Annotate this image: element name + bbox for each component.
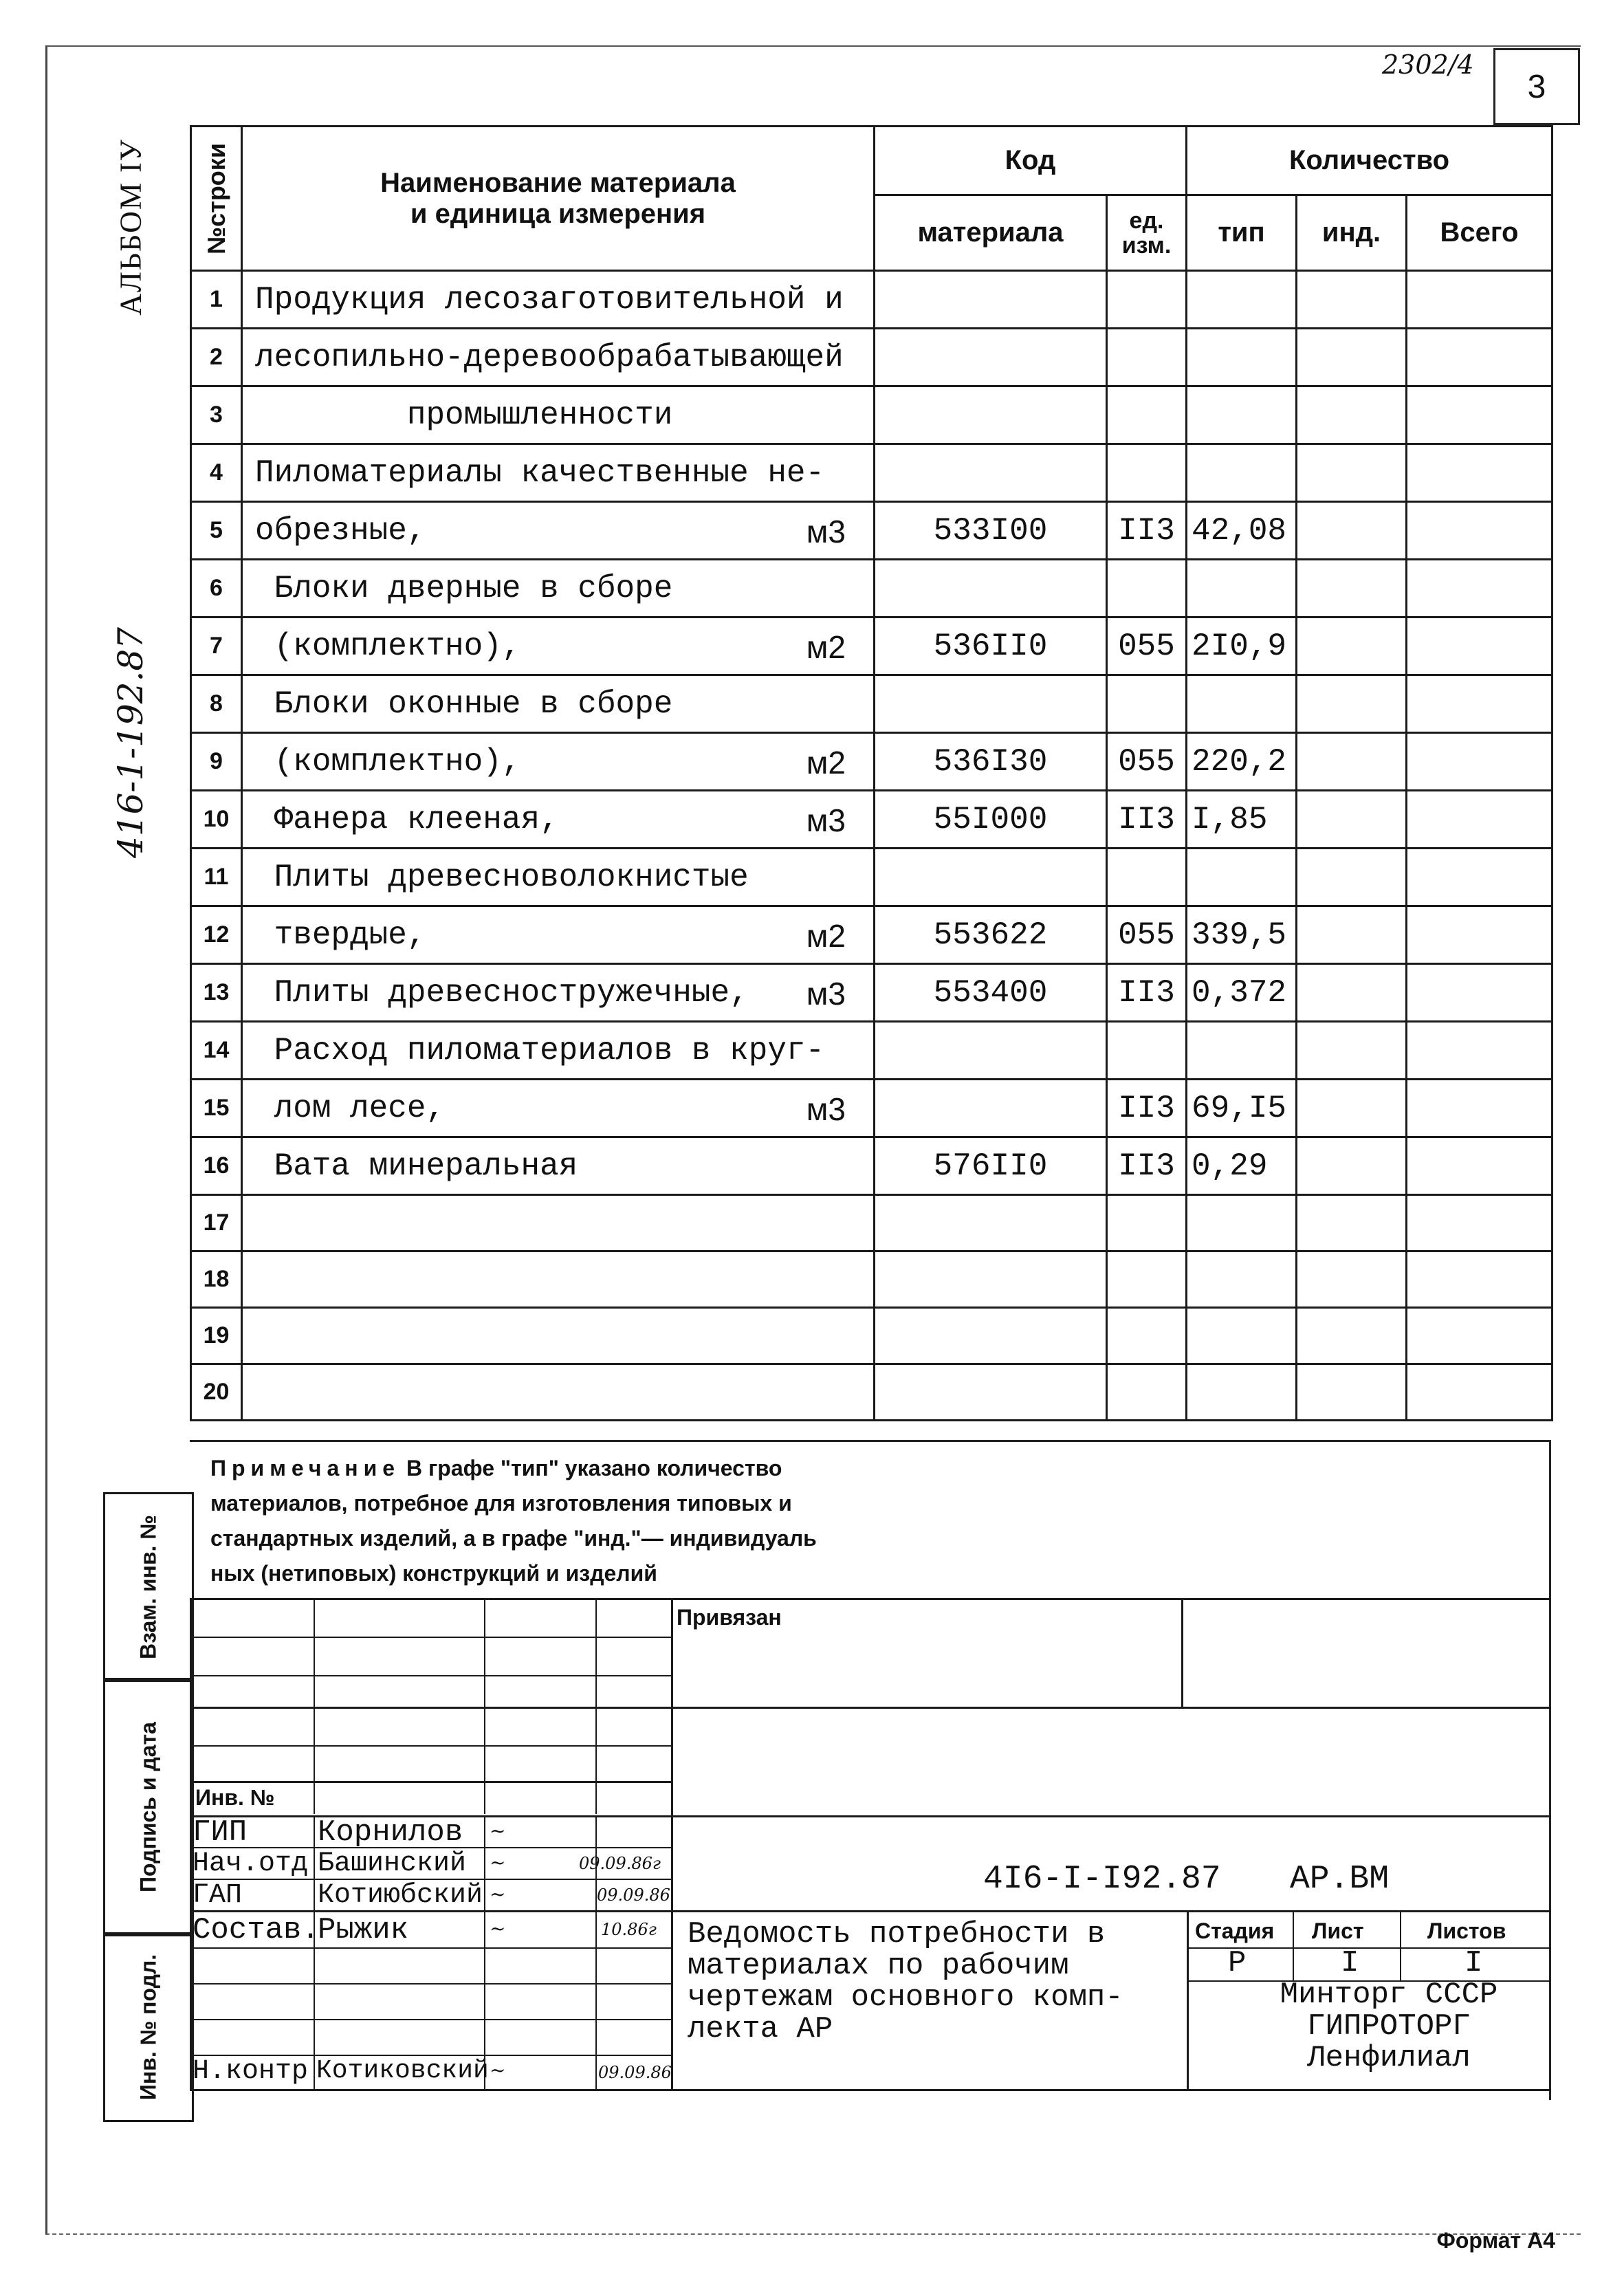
format-label: Формат А4 [1436, 2228, 1555, 2253]
qty-tip: 220,2 [1187, 733, 1297, 791]
qty-tip [1187, 1364, 1297, 1421]
material-name [242, 1308, 875, 1364]
material-name: Блоки оконные в сборе [242, 675, 875, 733]
table-row [191, 271, 1552, 329]
name-nach-otd: Башинский [318, 1848, 467, 1879]
unit: м3 [806, 975, 846, 1012]
unit-code: II3 [1107, 1137, 1187, 1195]
qty-ind [1297, 1080, 1407, 1137]
note-top-line [190, 1440, 1551, 1442]
qty-total [1407, 386, 1552, 444]
stamp-right-line [1549, 1440, 1551, 2100]
material-code [875, 444, 1107, 502]
qty-tip [1187, 560, 1297, 617]
row-number: 3 [191, 386, 242, 444]
row-number: 9 [191, 733, 242, 791]
header-vsego: Всего [1407, 195, 1552, 271]
material-code [875, 1308, 1107, 1364]
row-number: 14 [191, 1022, 242, 1080]
material-name [242, 1251, 875, 1308]
qty-ind [1297, 617, 1407, 675]
sheet-label: Лист [1312, 1918, 1364, 1943]
signature-n-kontr: ~ [490, 2059, 506, 2081]
qty-total [1407, 791, 1552, 849]
signature-gap: ~ [490, 1883, 506, 1905]
material-code: 533I00 [875, 502, 1107, 560]
signature-gip: ~ [490, 1819, 506, 1842]
material-name [242, 1195, 875, 1251]
row-number: 19 [191, 1308, 242, 1364]
material-code [875, 329, 1107, 386]
unit-code [1107, 1251, 1187, 1308]
material-code [875, 1364, 1107, 1421]
date-nach-otd: 09.09.86г [579, 1854, 661, 1873]
row-number: 20 [191, 1364, 242, 1421]
table-row [191, 502, 1552, 560]
table-row [191, 733, 1552, 791]
qty-tip: 2I0,9 [1187, 617, 1297, 675]
inv-no-label: Инв. № [195, 1785, 275, 1810]
privyazan-label: Привязан [677, 1605, 782, 1630]
unit-code [1107, 1308, 1187, 1364]
handwritten-code: 416-1-192.87 [111, 627, 151, 858]
table-row [191, 906, 1552, 964]
row-number: 15 [191, 1080, 242, 1137]
album-label: АЛЬБОМ IУ [113, 138, 148, 316]
unit-code [1107, 386, 1187, 444]
header-ed-izm: ед. изм. [1107, 195, 1187, 271]
row-number: 10 [191, 791, 242, 849]
signature-nach-otd: ~ [490, 1851, 506, 1874]
material-name: Вата минеральная [242, 1137, 875, 1195]
table-row [191, 386, 1552, 444]
unit: м3 [806, 513, 846, 549]
organization: Минторг СССР ГИПРОТОРГ Ленфилиал [1280, 1978, 1498, 2075]
role-n-kontr: Н.контр [193, 2056, 309, 2087]
qty-total [1407, 1308, 1552, 1364]
unit-code [1107, 329, 1187, 386]
qty-tip [1187, 1251, 1297, 1308]
qty-ind [1297, 849, 1407, 906]
qty-ind [1297, 1137, 1407, 1195]
date-n-kontr: 09.09.86 [598, 2063, 672, 2082]
material-code [875, 849, 1107, 906]
unit-code [1107, 560, 1187, 617]
qty-ind [1297, 733, 1407, 791]
role-gap: ГАП [193, 1880, 243, 1911]
qty-total [1407, 964, 1552, 1022]
role-sostav: Состав. [193, 1913, 320, 1947]
row-number: 4 [191, 444, 242, 502]
material-name: обрезные, м3 [242, 502, 875, 560]
qty-tip [1187, 329, 1297, 386]
material-name [242, 1364, 875, 1421]
doc-code: 4I6-I-I92.87 [983, 1861, 1221, 1898]
material-name: Плиты древесноволокнистые [242, 849, 875, 906]
sheet-value: I [1341, 1946, 1359, 1980]
material-code [875, 675, 1107, 733]
unit-code: 055 [1107, 733, 1187, 791]
table-row [191, 675, 1552, 733]
row-number: 18 [191, 1251, 242, 1308]
row-number: 1 [191, 271, 242, 329]
material-name: Фанера клееная, м3 [242, 791, 875, 849]
qty-total [1407, 1364, 1552, 1421]
table-row [191, 1195, 1552, 1251]
material-name: твердые, м2 [242, 906, 875, 964]
qty-ind [1297, 560, 1407, 617]
qty-ind [1297, 271, 1407, 329]
unit-code: II3 [1107, 791, 1187, 849]
row-number: 13 [191, 964, 242, 1022]
material-name: Пиломатериалы качественные не- [242, 444, 875, 502]
note-line1: В графе "тип" указано количество [400, 1456, 782, 1480]
qty-ind [1297, 329, 1407, 386]
stamp-vzam: Взам. инв. № [103, 1492, 194, 1682]
header-kod: Код [875, 127, 1187, 195]
row-number: 2 [191, 329, 242, 386]
row-number: 5 [191, 502, 242, 560]
note-label: Примечание [210, 1456, 401, 1480]
qty-total [1407, 502, 1552, 560]
header-kolichestvo: Количество [1187, 127, 1552, 195]
table-row [191, 1308, 1552, 1364]
qty-total [1407, 617, 1552, 675]
material-code: 536I30 [875, 733, 1107, 791]
qty-total [1407, 1195, 1552, 1251]
qty-ind [1297, 964, 1407, 1022]
qty-ind [1297, 1364, 1407, 1421]
qty-total [1407, 849, 1552, 906]
qty-tip [1187, 1022, 1297, 1080]
unit: м2 [806, 628, 846, 665]
material-code: 553400 [875, 964, 1107, 1022]
material-name: Плиты древесностружечные, м3 [242, 964, 875, 1022]
header-name: Наименование материала и единица измерения [242, 127, 875, 271]
row-number: 17 [191, 1195, 242, 1251]
qty-tip [1187, 271, 1297, 329]
material-name: Продукция лесозаготовительной и [242, 271, 875, 329]
table-row [191, 1364, 1552, 1421]
qty-ind [1297, 1308, 1407, 1364]
qty-total [1407, 444, 1552, 502]
material-code [875, 1195, 1107, 1251]
row-number: 8 [191, 675, 242, 733]
qty-ind [1297, 444, 1407, 502]
qty-ind [1297, 1195, 1407, 1251]
note-line2: материалов, потребное для изготовления типовых и [210, 1491, 792, 1516]
stamp-inv-podl: Инв. № подл. [103, 1932, 194, 2122]
table-row [191, 1251, 1552, 1308]
qty-tip [1187, 849, 1297, 906]
qty-total [1407, 675, 1552, 733]
qty-total [1407, 560, 1552, 617]
note-line3: стандартных изделий, а в графе "инд."— индивидуаль [210, 1526, 817, 1551]
unit-code: 055 [1107, 617, 1187, 675]
qty-tip: 42,08 [1187, 502, 1297, 560]
unit: м2 [806, 917, 846, 954]
material-code [875, 386, 1107, 444]
sheets-label: Листов [1427, 1918, 1506, 1943]
material-code: 536II0 [875, 617, 1107, 675]
date-gap: 09.09.86 [597, 1885, 670, 1905]
sheets-value: I [1464, 1946, 1483, 1980]
name-n-kontr: Котиковский [316, 2056, 489, 2086]
material-name: лом лесе, м3 [242, 1080, 875, 1137]
table-row [191, 791, 1552, 849]
unit-code: II3 [1107, 502, 1187, 560]
table-row [191, 617, 1552, 675]
qty-ind [1297, 502, 1407, 560]
stamp-podpis: Подпись и дата [103, 1678, 194, 1936]
stage-value: Р [1228, 1946, 1247, 1980]
qty-tip: 69,I5 [1187, 1080, 1297, 1137]
signature-sostav: ~ [490, 1917, 506, 1940]
material-name: лесопильно-деревообрабатывающей [242, 329, 875, 386]
unit-code [1107, 1022, 1187, 1080]
qty-tip: 0,29 [1187, 1137, 1297, 1195]
unit-code [1107, 675, 1187, 733]
material-code [875, 560, 1107, 617]
qty-total [1407, 1137, 1552, 1195]
qty-ind [1297, 386, 1407, 444]
qty-total [1407, 271, 1552, 329]
qty-ind [1297, 1022, 1407, 1080]
qty-tip [1187, 1195, 1297, 1251]
name-gap: Котиюбский [318, 1880, 483, 1911]
row-number: 16 [191, 1137, 242, 1195]
material-code [875, 1251, 1107, 1308]
table-row [191, 329, 1552, 386]
unit: м3 [806, 1091, 846, 1127]
qty-ind [1297, 675, 1407, 733]
header-tip: тип [1187, 195, 1297, 271]
note-block [210, 1451, 817, 1591]
material-name: (комплектно), м2 [242, 617, 875, 675]
unit-code [1107, 1364, 1187, 1421]
header-row-no: №строки [191, 127, 242, 271]
table-row [191, 560, 1552, 617]
table-row [191, 964, 1552, 1022]
role-nach-otd: Нач.отд [193, 1848, 309, 1879]
unit-code [1107, 444, 1187, 502]
material-name: промышленности [242, 386, 875, 444]
sheet-number: 3 [1493, 48, 1580, 125]
materials-table [190, 125, 1553, 1421]
unit-code: 055 [1107, 906, 1187, 964]
material-name: Расход пиломатериалов в круг- [242, 1022, 875, 1080]
table-row [191, 849, 1552, 906]
qty-ind [1297, 791, 1407, 849]
doc-mark: АР.ВМ [1290, 1861, 1390, 1898]
table-row [191, 1137, 1552, 1195]
qty-tip [1187, 675, 1297, 733]
row-number: 7 [191, 617, 242, 675]
unit-code [1107, 1195, 1187, 1251]
row-number: 11 [191, 849, 242, 906]
row-number: 12 [191, 906, 242, 964]
material-name: (комплектно), м2 [242, 733, 875, 791]
unit: м3 [806, 802, 846, 838]
qty-total [1407, 906, 1552, 964]
row-number: 6 [191, 560, 242, 617]
header-ind: инд. [1297, 195, 1407, 271]
unit: м2 [806, 744, 846, 780]
table-row [191, 1080, 1552, 1137]
name-gip: Корнилов [318, 1815, 463, 1850]
stage-label: Стадия [1195, 1918, 1275, 1943]
qty-tip [1187, 386, 1297, 444]
material-code: 553622 [875, 906, 1107, 964]
qty-ind [1297, 906, 1407, 964]
doc-title: Ведомость потребности в материалах по рабочим чертежам основного комп- лекта АР [688, 1917, 1123, 2046]
material-code: 576II0 [875, 1137, 1107, 1195]
qty-tip [1187, 1308, 1297, 1364]
material-code: 55I000 [875, 791, 1107, 849]
table-row [191, 1022, 1552, 1080]
qty-total [1407, 1022, 1552, 1080]
header-material: материала [875, 195, 1107, 271]
qty-total [1407, 1251, 1552, 1308]
qty-total [1407, 733, 1552, 791]
material-name: Блоки дверные в сборе [242, 560, 875, 617]
material-code [875, 271, 1107, 329]
unit-code [1107, 271, 1187, 329]
qty-tip [1187, 444, 1297, 502]
sheet-code: 2302/4 [1382, 50, 1474, 80]
table-row [191, 444, 1552, 502]
qty-tip: 339,5 [1187, 906, 1297, 964]
qty-tip: 0,372 [1187, 964, 1297, 1022]
note-line4: ных (нетиповых) конструкций и изделий [210, 1561, 657, 1586]
material-code [875, 1080, 1107, 1137]
unit-code: II3 [1107, 964, 1187, 1022]
date-sostav: 10.86г [601, 1920, 657, 1939]
unit-code: II3 [1107, 1080, 1187, 1137]
qty-total [1407, 329, 1552, 386]
unit-code [1107, 849, 1187, 906]
qty-tip: I,85 [1187, 791, 1297, 849]
role-gip: ГИП [193, 1815, 248, 1850]
name-sostav: Рыжик [318, 1913, 409, 1947]
material-code [875, 1022, 1107, 1080]
qty-total [1407, 1080, 1552, 1137]
qty-ind [1297, 1251, 1407, 1308]
